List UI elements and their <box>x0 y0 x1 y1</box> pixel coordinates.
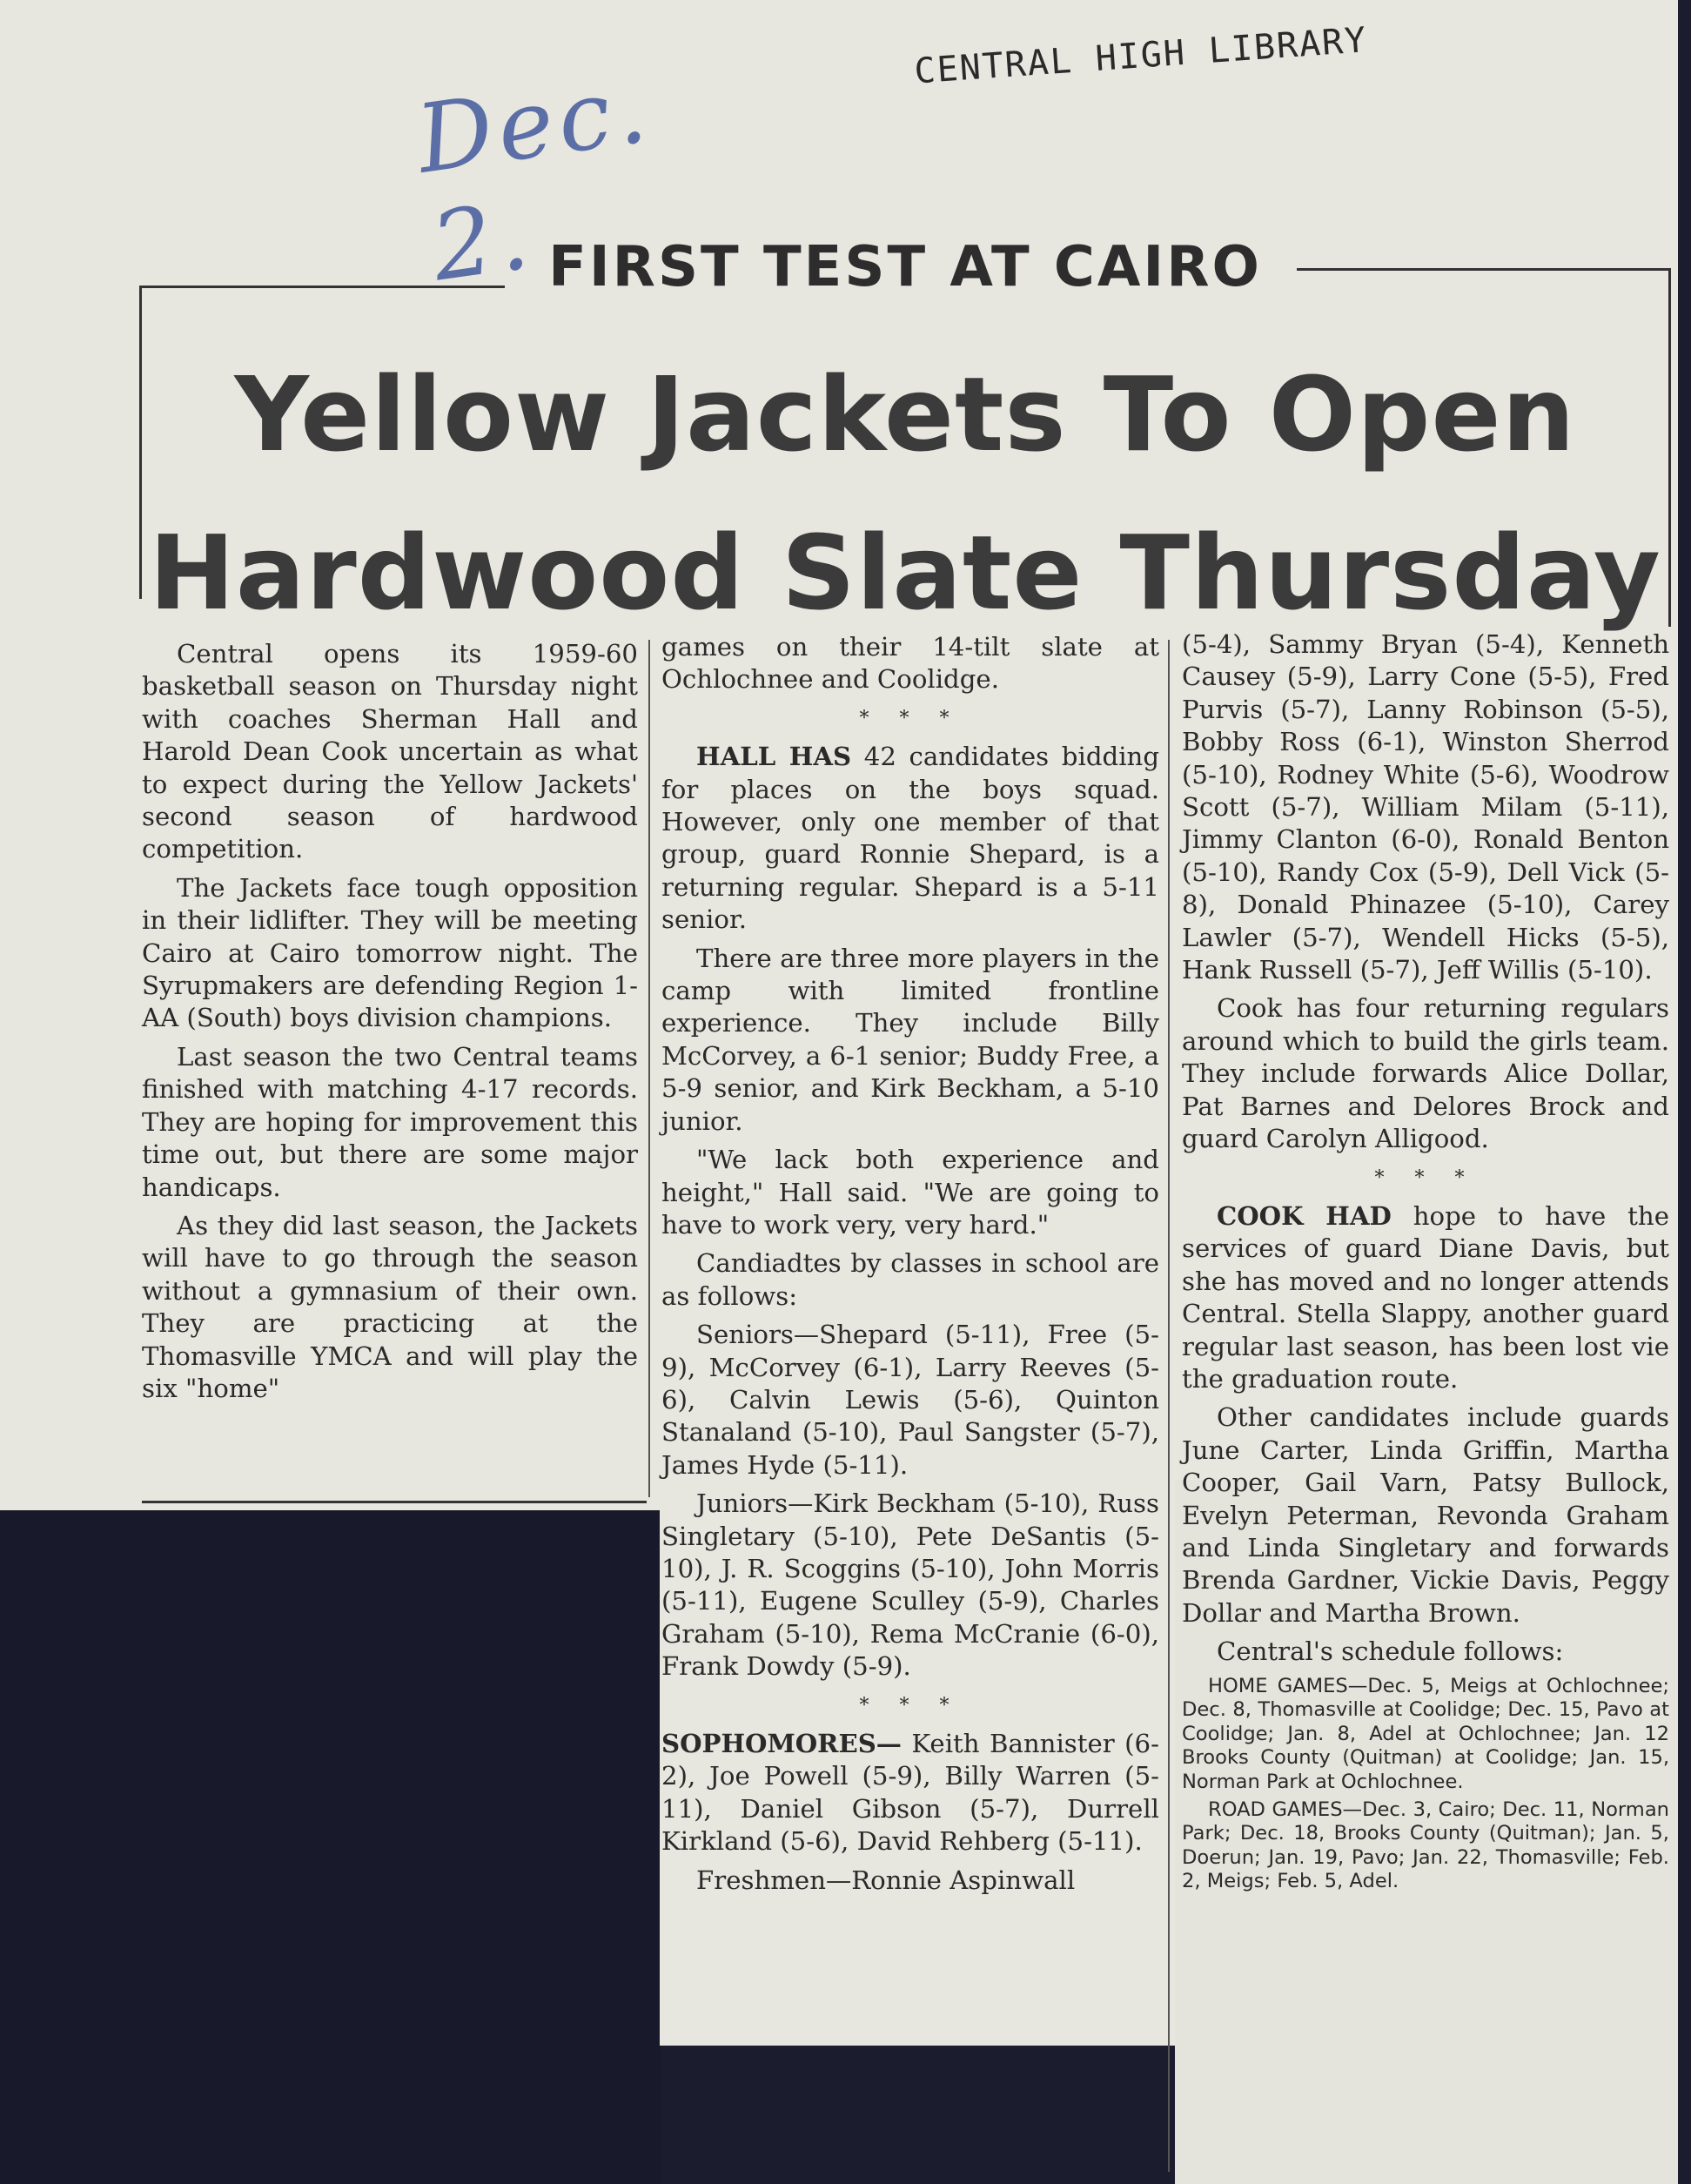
paragraph: The Jackets face tough opposition in their lidlifter. They will be meeting Cairo at Cairo tomorrow night. The Syrupmakers are defending Region 1-AA (South) boys division champions. <box>142 872 638 1033</box>
paragraph: Other candidates include guards June Carter, Linda Griffin, Martha Cooper, Gail Varn, Patsy Bullock, Evelyn Peterman, Revonda Graham and Linda Singletary and forwards Brenda Gardner, Vickie Davis, Peggy Dollar and Martha Brown. <box>1182 1402 1669 1628</box>
article-column-2 <box>661 631 1159 1903</box>
lead-in: HALL HAS <box>696 742 852 772</box>
handwritten-date: Dec. 2. <box>410 54 658 303</box>
section-separator: * * * <box>1374 1166 1477 1189</box>
paragraph-text: hope to have the services of guard Diane Davis, but she has moved and no longer attends Central. Stella Slappy, another guard regular last season, has been lost vie the graduation route. <box>1182 1200 1669 1394</box>
paragraph-text: 42 candidates bidding for places on the boys squad. However, only one member of that group, guard Ronnie Shepard, is a returning regular. Shepard is a 5-11 senior. <box>661 742 1160 935</box>
paragraph: Cook has four returning regulars around which to build the girls team. They include forwards Alice Dollar, Pat Barnes and Delores Brock and guard Carolyn Alligood. <box>1182 993 1669 1154</box>
paragraph-text: Keith Bannister (6-2), Joe Powell (5-9), Billy Warren (5-11), Daniel Gibson (5-7), Durrell Kirkland (5-6), David Rehberg (5-11). <box>661 1729 1159 1857</box>
column-rule <box>1168 640 1170 2172</box>
paragraph: As they did last season, the Jackets will have to go through the season without a gymnasium of their own. They are practicing at the Thomasville YMCA and will play the six "home" <box>142 1210 638 1403</box>
column-end-rule <box>142 1501 647 1503</box>
paragraph: "We lack both experience and height," Hall said. "We are going to have to work very, very hard." <box>661 1145 1159 1240</box>
paragraph: Last season the two Central teams finished with matching 4-17 records. They are hoping for improvement this time out, but there are some major handicaps. <box>142 1041 638 1202</box>
paragraph: Seniors—Shepard (5-11), Free (5-9), McCorvey (6-1), Larry Reeves (5-6), Calvin Lewis (5-6), Quinton Stanaland (5-10), Paul Sangster (5-7), James Hyde (5-11). <box>661 1320 1159 1480</box>
paragraph <box>661 741 1159 936</box>
paragraph <box>1182 1200 1669 1395</box>
home-games: HOME GAMES—Dec. 5, Meigs at Ochlochnee; Dec. 8, Thomasville at Coolidge; Dec. 15, Pavo at Coolidge; Jan. 8, Adel at Ochlochnee; Jan. 12 Brooks County (Quitman) at Coolidge; Jan. 15, Norman Park at Ochlochnee. <box>1182 1674 1669 1793</box>
headline-line-1: Yellow Jackets To Open <box>234 354 1576 474</box>
column-rule <box>648 640 650 1497</box>
paragraph: There are three more players in the camp with limited frontline experience. They include Billy McCorvey, a 6-1 senior; Buddy Free, a 5-9 senior, and Kirk Beckham, a 5-10 junior. <box>661 943 1159 1136</box>
library-stamp: CENTRAL HIGH LIBRARY <box>913 20 1369 92</box>
headline-line-2: Hardwood Slate Thursday <box>149 513 1661 633</box>
lead-in: SOPHOMORES— <box>661 1729 902 1758</box>
paragraph: Central opens its 1959-60 basketball season on Thursday night with coaches Sherman Hall and Harold Dean Cook uncertain as what to expect during the Yellow Jackets' second season of hardwood competition. <box>142 639 638 864</box>
kicker-headline: FIRST TEST AT CAIRO <box>548 235 1262 299</box>
main-headline <box>139 335 1671 652</box>
lead-in: COOK HAD <box>1217 1200 1392 1231</box>
road-games: ROAD GAMES—Dec. 3, Cairo; Dec. 11, Norman Park; Dec. 18, Brooks County (Quitman); Jan. 5, Doerun; Jan. 19, Pavo; Jan. 22, Thomasville; Feb. 2, Meigs; Feb. 5, Adel. <box>1182 1798 1669 1893</box>
article-column-3 <box>1182 628 1669 1898</box>
paragraph <box>661 1728 1159 1858</box>
section-separator: * * * <box>859 707 962 729</box>
schedule <box>1182 1675 1669 1894</box>
paragraph: Candiadtes by classes in school are as follows: <box>661 1248 1159 1311</box>
paragraph: (5-4), Sammy Bryan (5-4), Kenneth Causey (5-9), Larry Cone (5-5), Fred Purvis (5-7), Lanny Robinson (5-5), Bobby Ross (6-1), Winston Sherrod (5-10), Rodney White (5-6), Woodrow Scott (5-7), William Milam (5-11), Jimmy Clanton (6-0), Ronald Benton (5-10), Randy Cox (5-9), Dell Vick (5-8), Donald Phinazee (5-10), Carey Lawler (5-7), Wendell Hicks (5-5), Hank Russell (5-7), Jeff Willis (5-10). <box>1182 629 1669 985</box>
paragraph: Central's schedule follows: <box>1217 1636 1564 1667</box>
paragraph: games on their 14-tilt slate at Ochlochnee and Coolidge. <box>661 632 1159 695</box>
paragraph: Juniors—Kirk Beckham (5-10), Russ Singletary (5-10), Pete DeSantis (5-10), J. R. Scoggins (5-10), John Morris (5-11), Eugene Sculley (5-9), Charles Graham (5-10), Rema McCranie (6-0), Frank Dowdy (5-9). <box>661 1488 1159 1682</box>
headline-box-rule <box>139 286 505 288</box>
dark-backdrop <box>0 1506 661 2184</box>
headline-box-rule <box>1297 268 1671 271</box>
section-separator: * * * <box>859 1694 962 1717</box>
article-column-1 <box>142 638 638 1411</box>
paragraph: Freshmen—Ronnie Aspinwall <box>696 1865 1076 1895</box>
